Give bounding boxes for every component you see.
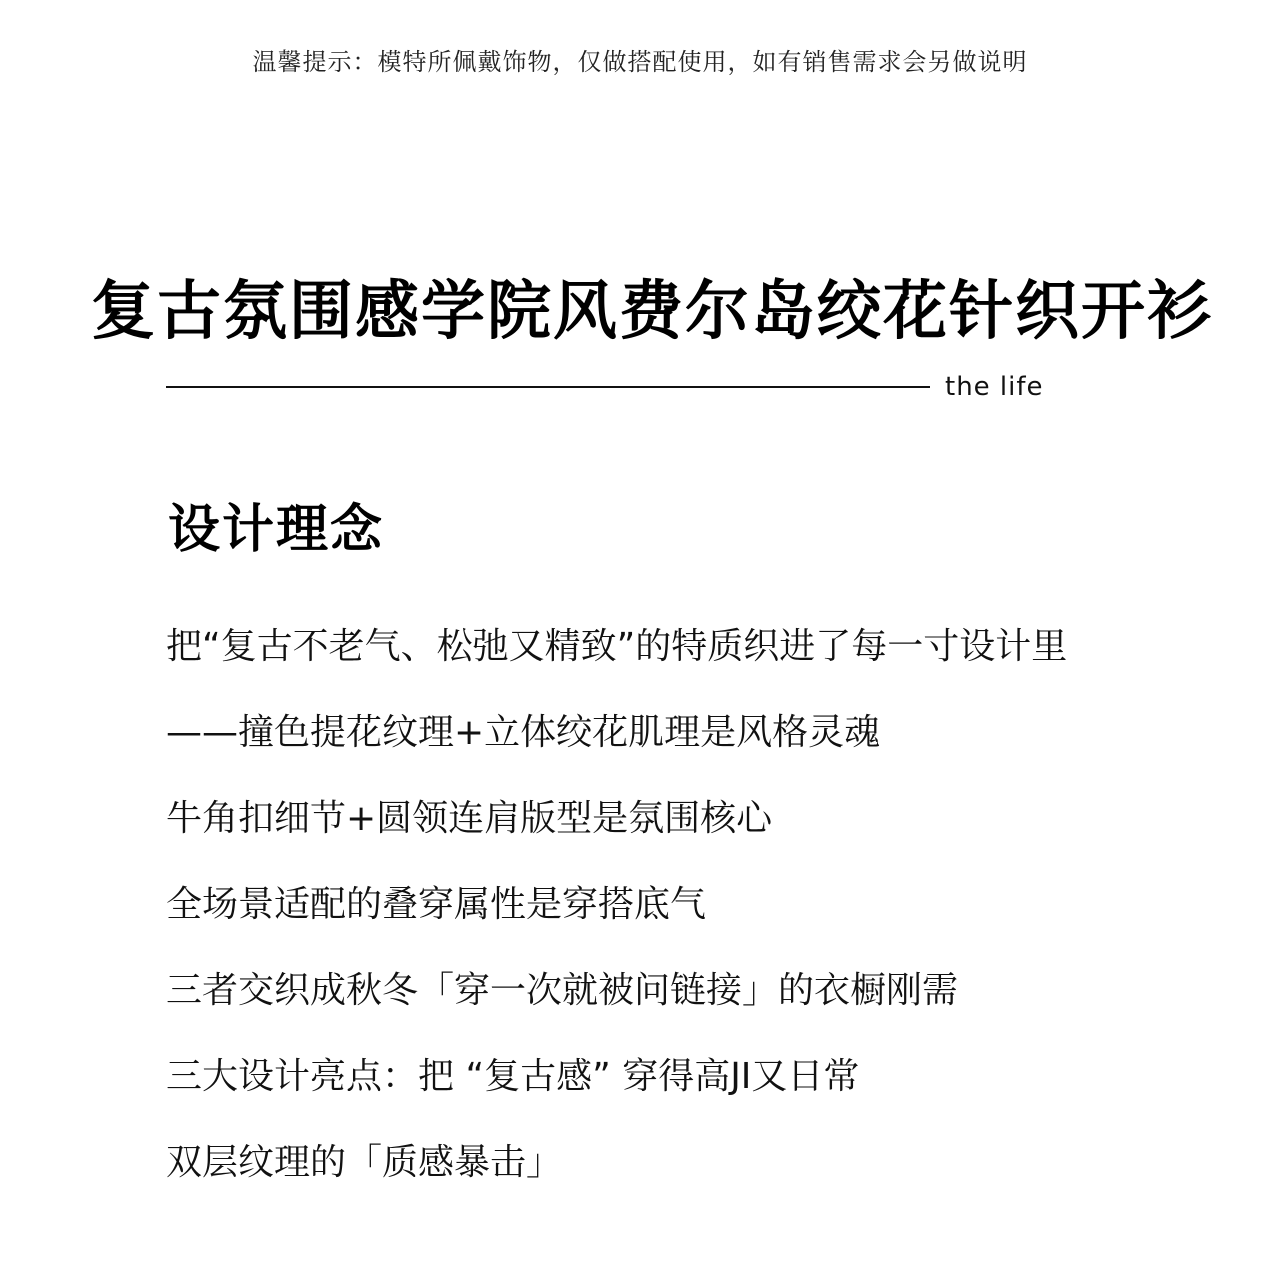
product-title: 复古氛围感学院风费尔岛绞花针织开衫 — [91, 275, 1213, 349]
concept-line: 三大设计亮点：把 “复古感” 穿得高JI又日常 — [166, 1056, 860, 1097]
concept-line: 把“复古不老气、松弛又精致”的特质织进了每一寸设计里 — [166, 626, 1068, 667]
concept-line: 全场景适配的叠穿属性是穿搭底气 — [166, 884, 707, 925]
section-heading: 设计理念 — [168, 500, 385, 560]
concept-line: 双层纹理的「质感暴击」 — [166, 1142, 563, 1183]
tagline: the life — [945, 372, 1044, 402]
title-divider — [166, 368, 1066, 408]
concept-line: 三者交织成秋冬「穿一次就被问链接」的衣橱刚需 — [166, 970, 959, 1011]
concept-line: 牛角扣细节+圆领连肩版型是氛围核心 — [166, 798, 773, 839]
divider-line — [166, 386, 930, 388]
notice-text: 温馨提示：模特所佩戴饰物，仅做搭配使用，如有销售需求会另做说明 — [252, 48, 1028, 76]
design-concept-list — [166, 622, 1226, 1224]
concept-line: ——撞色提花纹理+立体绞花肌理是风格灵魂 — [166, 712, 881, 753]
